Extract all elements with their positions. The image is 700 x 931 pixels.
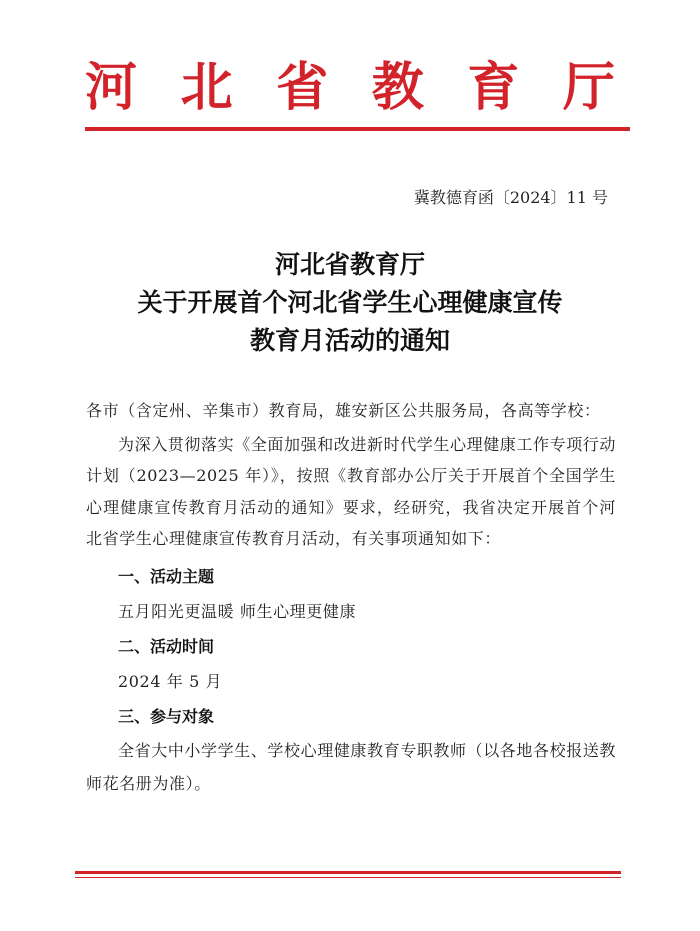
section-content: 2024 年 5 月 xyxy=(118,671,223,691)
document-number: 冀教德育函〔2024〕11 号 xyxy=(413,188,608,207)
document-title xyxy=(0,246,700,360)
salutation: 各市（含定州、辛集市）教育局，雄安新区公共服务局，各高等学校： xyxy=(86,401,601,420)
section-content: 五月阳光更温暖 师生心理更健康 xyxy=(118,601,357,621)
agency-header-title xyxy=(85,58,615,118)
header-red-rule xyxy=(85,127,630,131)
section-heading: 一、活动主题 xyxy=(118,566,215,586)
agency-char: 教 xyxy=(371,57,424,118)
agency-char: 河 xyxy=(85,57,138,118)
intro-paragraph: 为深入贯彻落实《全面加强和改进新时代学生心理健康工作专项行动计划（2023—2025 年）》，按照《教育部办公厅关于开展首个全国学生心理健康宣传教育月活动的通知》要求，经研究，我省决定开展首个河北省学生心理健康宣传教育月活动，有关事项通知如下： xyxy=(86,434,617,548)
document-title-line: 教育月活动的通知 xyxy=(249,326,450,355)
document-title-line: 河北省教育厅 xyxy=(274,250,425,279)
agency-char: 省 xyxy=(276,57,329,118)
footer-red-rule xyxy=(75,871,621,874)
document-title-line: 关于开展首个河北省学生心理健康宣传 xyxy=(137,288,563,317)
section-content: 全省大中小学学生、学校心理健康教育专职教师（以各地各校报送教师花名册为准）。 xyxy=(86,740,617,793)
section-heading: 二、活动时间 xyxy=(118,636,215,656)
footer-red-rule-thin xyxy=(75,877,621,878)
agency-char: 厅 xyxy=(562,57,615,118)
document-body xyxy=(86,395,616,800)
agency-char: 育 xyxy=(467,57,520,118)
agency-char: 北 xyxy=(180,57,233,118)
section-heading: 三、参与对象 xyxy=(118,706,215,726)
